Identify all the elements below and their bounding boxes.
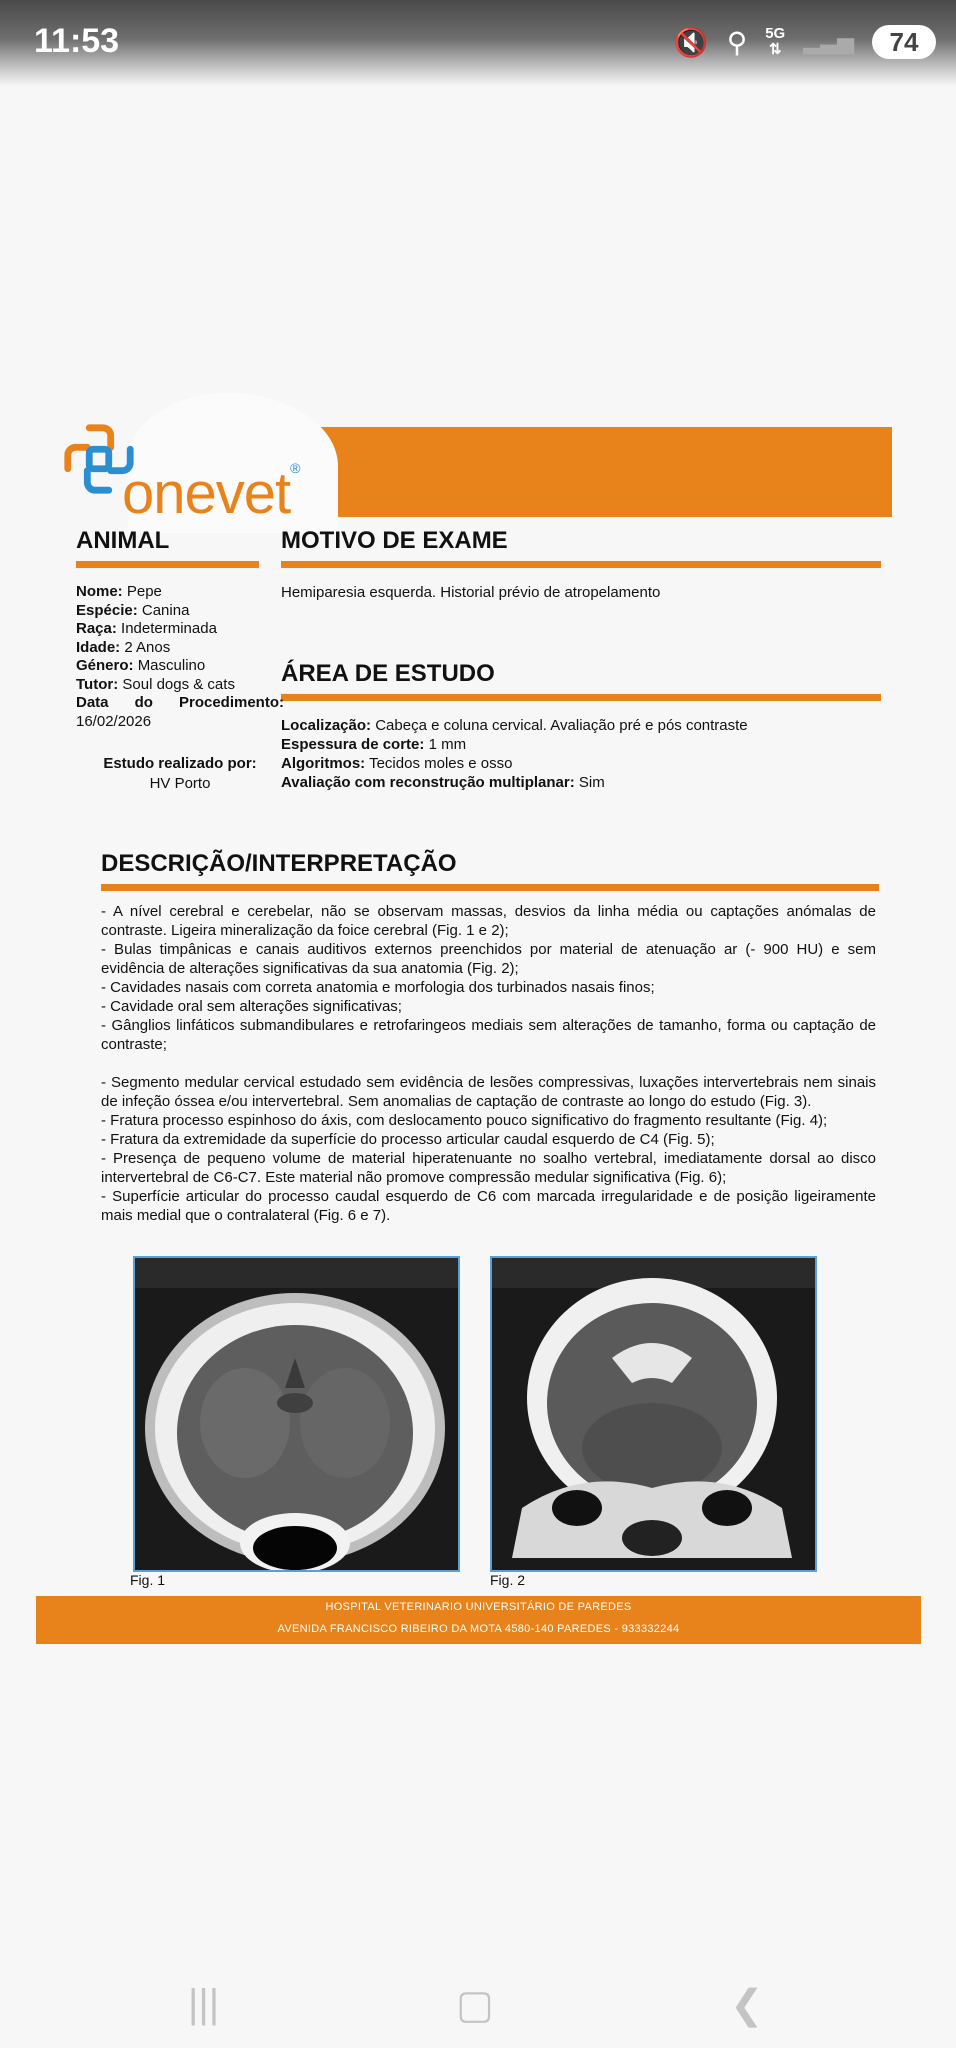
mute-icon: 🔇 — [673, 26, 709, 58]
desc-paragraph: - Bulas timpânicas e canais auditivos externos preenchidos por material de atenuação ar (- 900 HU) e sem evidência de alterações significativas da sua anatomia (Fig. 2); — [101, 941, 876, 977]
animal-especie: Espécie: Canina — [76, 601, 190, 619]
descricao-rule — [101, 884, 879, 891]
status-time: 11:53 — [34, 22, 120, 60]
desc-paragraph: - Cavidade oral sem alterações significativas; — [101, 998, 402, 1015]
battery-level: 74 — [889, 26, 919, 57]
signal-icon: ▂▃▅ — [803, 29, 854, 54]
animal-rule — [76, 561, 259, 568]
desc-paragraph: - Fratura da extremidade da superfície do processo articular caudal esquerdo de C4 (Fig. 5); — [101, 1131, 715, 1148]
animal-info — [76, 583, 284, 731]
fig-2-caption: Fig. 2 — [490, 1572, 526, 1588]
animal-tutor: Tutor: Soul dogs & cats — [76, 675, 235, 693]
logo-prefix: one — [122, 461, 216, 526]
area-espessura: Espessura de corte: 1 mm — [281, 736, 467, 753]
desc-paragraph: - Gânglios linfáticos submandibulares e retrofaringeos mediais sem alterações de tamanho, forma ou captação de contraste; — [101, 1017, 876, 1053]
back-icon[interactable]: ❮ — [730, 1983, 764, 2027]
header-band — [300, 427, 892, 517]
logo-suffix: vet — [215, 461, 291, 526]
area-localizacao: Localização: Cabeça e coluna cervical. Avaliação pré e pós contraste — [281, 717, 748, 734]
ct-scan-1-image — [135, 1258, 458, 1570]
onevet-logo-text — [122, 460, 299, 527]
animal-data: 16/02/2026 — [76, 712, 152, 730]
area-rule — [281, 694, 881, 701]
navigation-bar — [0, 1960, 956, 2048]
animal-nome: Nome: Pepe — [76, 583, 162, 600]
desc-paragraph: - Superfície articular do processo caudal esquerdo de C6 com marcada irregularidade e de posição ligeiramente mais medial que o contralateral (Fig. 6 e 7). — [101, 1188, 876, 1224]
home-icon[interactable]: ▢ — [456, 1983, 494, 2027]
fig-1-caption: Fig. 1 — [130, 1572, 166, 1588]
descricao-text — [101, 902, 876, 1225]
animal-heading: ANIMAL — [76, 527, 170, 554]
motivo-heading: MOTIVO DE EXAME — [281, 527, 508, 554]
area-info — [281, 716, 748, 792]
desc-paragraph: - A nível cerebral e cerebelar, não se observam massas, desvios da linha média ou captações anómalas de contraste. Ligeira mineralização da foice cerebral (Fig. 1 e 2); — [101, 903, 876, 939]
motivo-text: Hemiparesia esquerda. Historial prévio de atropelamento — [281, 584, 661, 601]
motivo-rule — [281, 561, 881, 568]
location-icon: ⚲ — [726, 26, 748, 58]
ct-figure-2 — [490, 1256, 817, 1572]
paragraph-gap — [101, 1054, 876, 1073]
network-5g-icon: 5G ⇅ — [765, 25, 786, 58]
ct-figure-1 — [133, 1256, 460, 1572]
report-footer — [36, 1596, 921, 1644]
study-by — [76, 754, 284, 794]
descricao-heading: DESCRIÇÃO/INTERPRETAÇÃO — [101, 850, 457, 877]
area-heading: ÁREA DE ESTUDO — [281, 660, 495, 687]
desc-paragraph: - Presença de pequeno volume de material hiperatenuante no soalho vertebral, imediatamente dorsal ao disco intervertebral de C6-C7. Este material não promove compressão medular significativa (Fig. 6); — [101, 1150, 876, 1186]
area-algoritmos: Algoritmos: Tecidos moles e osso — [281, 755, 513, 772]
recent-apps-icon[interactable]: ||| — [188, 1982, 220, 2026]
animal-raca: Raça: Indeterminada — [76, 620, 217, 637]
study-by-label: Estudo realizado por: — [103, 755, 257, 772]
area-reconstrucao: Avaliação com reconstrução multiplanar: Sim — [281, 774, 605, 791]
footer-address: AVENIDA FRANCISCO RIBEIRO DA MOTA 4580-140 PAREDES - 933332244 — [277, 1623, 680, 1635]
desc-paragraph: - Fratura processo espinhoso do áxis, com deslocamento pouco significativo do fragmento resultante (Fig. 4); — [101, 1112, 828, 1129]
desc-paragraph: - Segmento medular cervical estudado sem evidência de lesões compressivas, luxações intervertebrais nem sinais de infeção óssea e/ou intervertebral. Sem anomalias de captação de contraste ao longo do estudo (Fig. 3). — [101, 1074, 876, 1110]
study-by-value: HV Porto — [149, 775, 211, 792]
desc-paragraph: - Cavidades nasais com correta anatomia e morfologia dos turbinados nasais finos; — [101, 979, 655, 996]
animal-data-label: Data do Procedimento: — [76, 694, 284, 711]
footer-hospital: HOSPITAL VETERINARIO UNIVERSITÁRIO DE PAREDES — [325, 1601, 632, 1613]
ct-scan-2-image — [492, 1258, 815, 1570]
network-label: 5G — [765, 25, 786, 42]
logo-mark: ® — [290, 460, 300, 476]
animal-genero: Género: Masculino — [76, 657, 206, 674]
animal-idade: Idade: 2 Anos — [76, 638, 171, 656]
